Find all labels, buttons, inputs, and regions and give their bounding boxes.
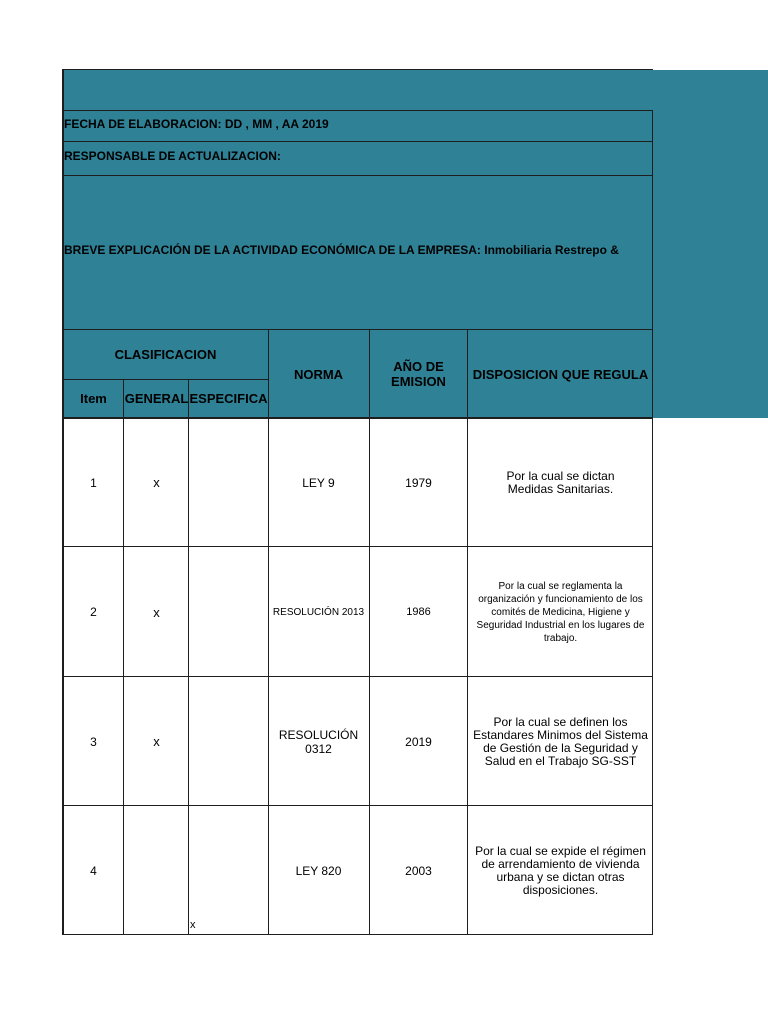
col-header-item: Item xyxy=(80,391,107,406)
grid-line xyxy=(369,329,370,935)
table-row-2-anio: 1986 xyxy=(406,606,431,618)
table-row-1-norma: LEY 9 xyxy=(302,475,335,490)
table-row-4-general xyxy=(124,806,189,935)
fecha-elaboracion: FECHA DE ELABORACION: DD , MM , AA 2019 xyxy=(64,117,329,131)
table-row-4-anio: 2003 xyxy=(405,863,432,878)
responsable-actualizacion: RESPONSABLE DE ACTUALIZACION: xyxy=(64,149,281,163)
header-band xyxy=(63,70,768,330)
grid-line xyxy=(63,329,653,330)
col-header-norma: NORMA xyxy=(293,366,344,382)
col-header-anio: AÑO DE EMISION xyxy=(391,359,446,389)
table-row-3-general: x xyxy=(153,734,160,749)
table-row-4-especifica: x xyxy=(190,919,196,931)
grid-line xyxy=(62,69,64,935)
table-row-4-norma: LEY 820 xyxy=(295,863,342,878)
table-row-4-disposicion: Por la cual se expide el régimen de arrendamiento de vivienda urbana y se dictan otras disposiciones. xyxy=(475,843,646,897)
col-header-clasificacion: CLASIFICACION xyxy=(114,347,217,362)
grid-line xyxy=(63,934,653,935)
col-header-especifica: ESPECIFICA xyxy=(189,391,268,406)
grid-line xyxy=(123,379,124,935)
grid-line xyxy=(63,676,653,677)
table-row-2-norma: RESOLUCIÓN 2013 xyxy=(272,606,365,618)
col-header-disposicion: DISPOSICION QUE REGULA xyxy=(472,366,649,382)
table-row-3-item: 3 xyxy=(90,734,97,749)
grid-line xyxy=(63,417,653,419)
breve-explicacion: BREVE EXPLICACIÓN DE LA ACTIVIDAD ECONÓMICA DE LA EMPRESA: Inmobiliaria Restrepo & xyxy=(64,243,619,257)
table-row-4-item: 4 xyxy=(90,863,97,878)
grid-line xyxy=(652,110,653,935)
grid-line xyxy=(63,110,653,111)
col-header-general: GENERAL xyxy=(124,391,189,406)
grid-line xyxy=(63,69,653,70)
table-row-1-disposicion: Por la cual se dictan Medidas Sanitarias. xyxy=(506,468,615,496)
grid-line xyxy=(63,141,653,142)
table-row-3-disposicion: Por la cual se definen los Estandares Minimos del Sistema de Gestión de la Seguridad y Salud en el Trabajo SG-SST xyxy=(473,714,648,768)
table-row-1-item: 1 xyxy=(90,475,97,490)
table-row-1-general: x xyxy=(153,475,160,490)
grid-line xyxy=(467,329,468,935)
grid-line xyxy=(63,175,653,176)
table-row-2-general: x xyxy=(153,604,160,620)
table-row-2-disposicion: Por la cual se reglamenta la organización y funcionamiento de los comités de Medicina, Higiene y Seguridad Industrial en los lugares de trabajo. xyxy=(476,580,645,644)
grid-line xyxy=(63,379,268,380)
table-row-3-norma: RESOLUCIÓN 0312 xyxy=(278,727,359,756)
grid-line xyxy=(268,329,269,935)
table-row-2-item: 2 xyxy=(90,605,97,619)
grid-line xyxy=(63,805,653,806)
grid-line xyxy=(63,546,653,547)
grid-line xyxy=(188,379,189,935)
table-row-1-anio: 1979 xyxy=(405,475,432,490)
table-row-3-anio: 2019 xyxy=(405,734,432,749)
right-teal-band xyxy=(653,330,768,418)
